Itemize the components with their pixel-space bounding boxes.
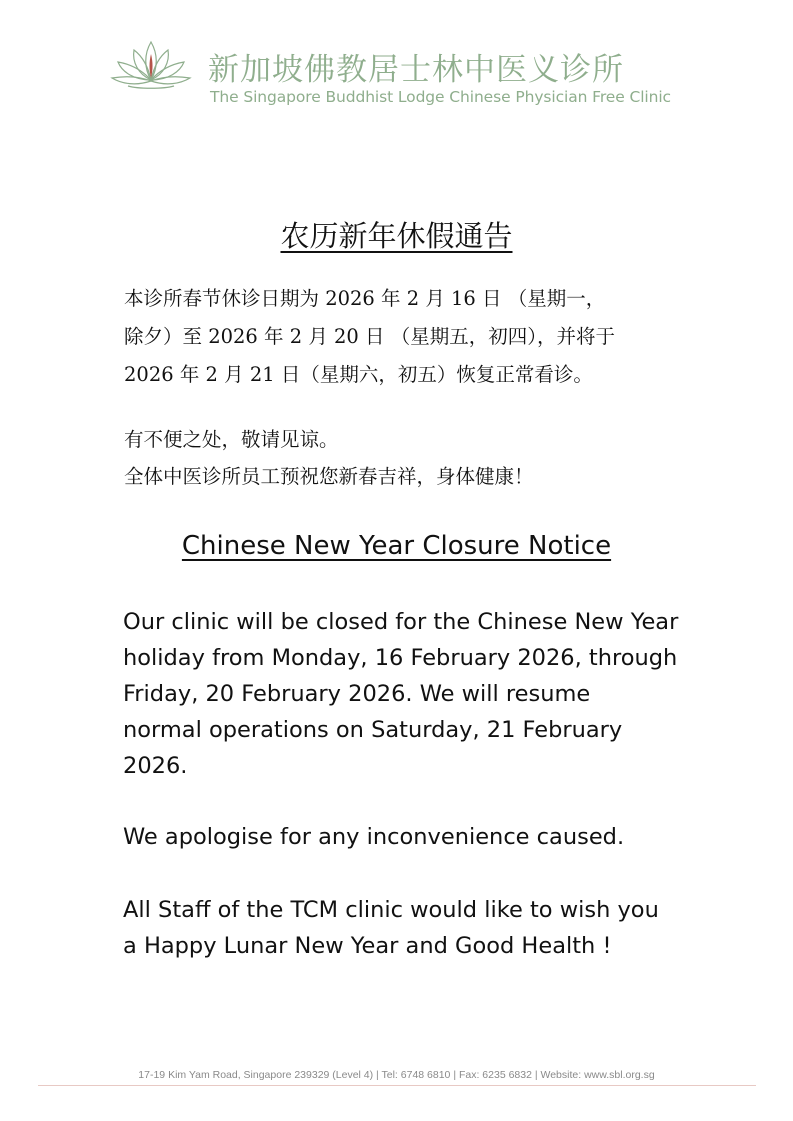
english-line: Our clinic will be closed for the Chinese New Year	[123, 609, 679, 635]
footer-contact: 17-19 Kim Yam Road, Singapore 239329 (Level 4) | Tel: 6748 6810 | Fax: 6235 6832 | Website: www.sbl.org.sg	[138, 1069, 655, 1081]
english-line: holiday from Monday, 16 February 2026, through	[123, 645, 678, 671]
lotus-icon	[108, 34, 194, 92]
chinese-line: 2026 年 2 月 21 日（星期六，初五）恢复正常看诊。	[124, 363, 593, 386]
english-notice-title: Chinese New Year Closure Notice	[181, 531, 612, 561]
letterhead	[108, 30, 708, 110]
english-line: Friday, 20 February 2026. We will resume	[123, 681, 591, 707]
chinese-paragraph-dates	[124, 280, 724, 394]
org-name-chinese: 新加坡佛教居士林中医义诊所	[208, 52, 624, 88]
english-line: All Staff of the TCM clinic would like to wish you	[123, 897, 659, 923]
english-line: We apologise for any inconvenience caused.	[123, 824, 625, 850]
org-name-english: The Singapore Buddhist Lodge Chinese Physician Free Clinic	[210, 88, 671, 106]
english-line: normal operations on Saturday, 21 February	[123, 717, 623, 743]
english-line: 2026.	[123, 753, 188, 779]
footer-divider	[38, 1085, 756, 1086]
english-line: a Happy Lunar New Year and Good Health !	[123, 933, 612, 959]
chinese-line: 本诊所春节休诊日期为 2026 年 2 月 16 日 （星期一，	[124, 287, 606, 310]
chinese-paragraph-greeting	[124, 421, 724, 495]
english-paragraph-dates	[123, 604, 743, 784]
english-paragraph-greeting	[123, 892, 743, 964]
chinese-line: 全体中医诊所员工预祝您新春吉祥，身体健康！	[124, 465, 534, 488]
chinese-line: 除夕）至 2026 年 2 月 20 日 （星期五，初四），并将于	[124, 325, 615, 348]
english-paragraph-apology	[123, 819, 743, 855]
chinese-line: 有不便之处，敬请见谅。	[124, 428, 339, 451]
chinese-notice-title: 农历新年休假通告	[280, 219, 513, 253]
